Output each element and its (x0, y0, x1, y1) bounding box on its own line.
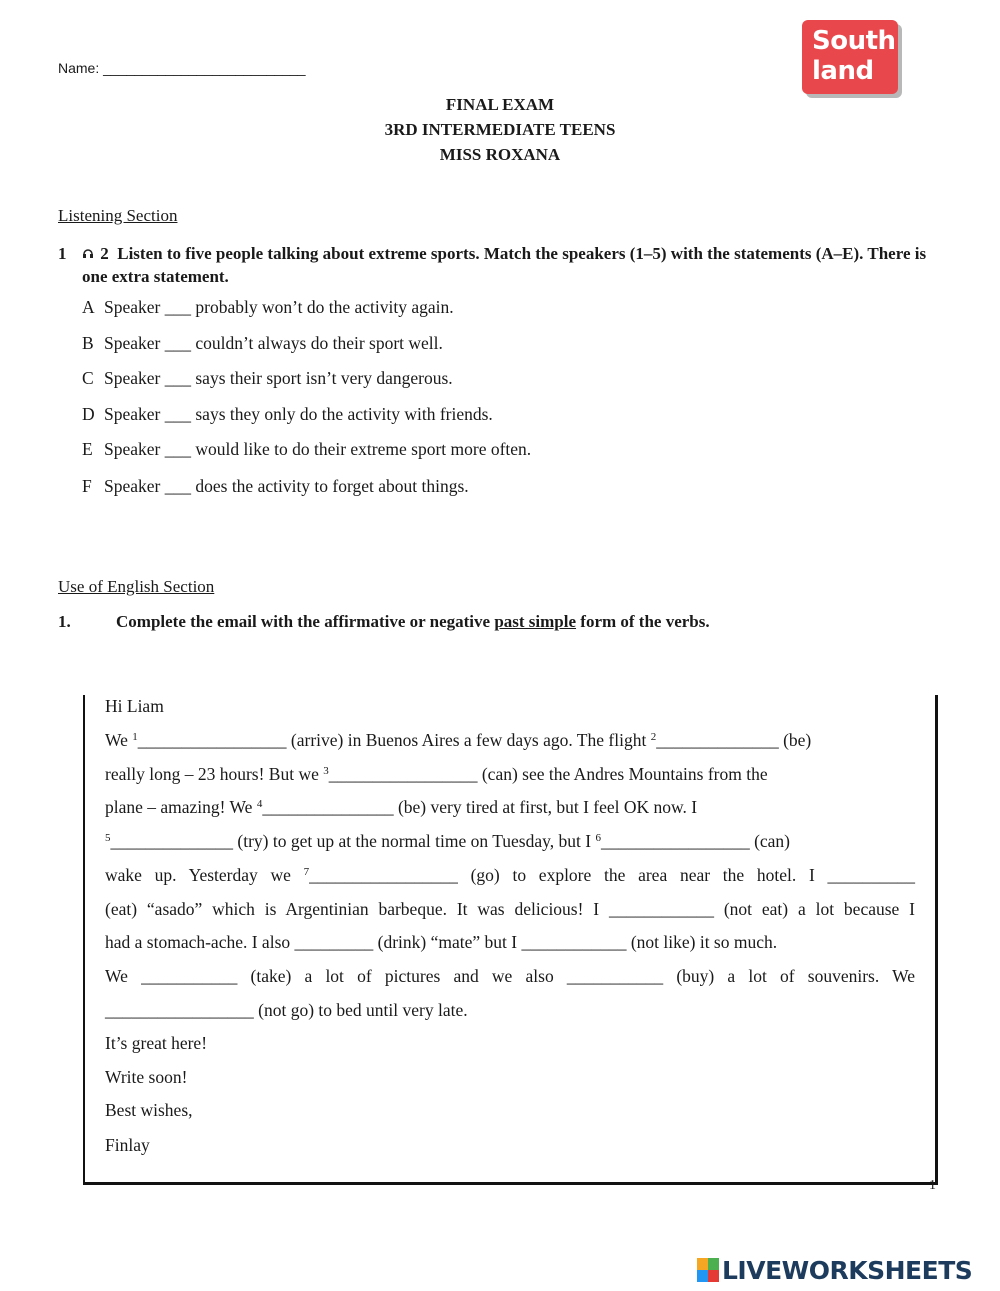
headphones-icon (82, 242, 96, 265)
email-text: _________________ (can) (600, 831, 791, 851)
email-text: _________________ (arrive) in Buenos Aires a few days ago. The flight (137, 730, 651, 750)
gap-number: 1 (132, 731, 138, 743)
email-line: Write soon! (105, 1067, 188, 1087)
email-text: _______________ (be) very tired at first, but I feel OK now. I (262, 797, 698, 817)
statement-text: Speaker ___ does the activity to forget about things. (104, 476, 469, 496)
name-label: Name: (58, 60, 104, 76)
exam-title: FINAL EXAM (445, 95, 555, 114)
statement-letter: F (82, 476, 92, 496)
statement-text: Speaker ___ says they only do the activity with friends. (104, 404, 493, 424)
email-text: ______________ (be) (656, 730, 812, 750)
email-line (105, 797, 697, 818)
statement-letter: C (82, 368, 94, 388)
gap-number: 7 (303, 866, 310, 878)
listening-instruction: Listen to five people talking about extreme sports. Match the speakers (1–5) with the statements (A–E). There is one extra statement. (82, 244, 927, 286)
instruction-part-2: form of the verbs. (576, 612, 710, 631)
email-line (105, 865, 915, 886)
page-number: 1 (929, 1178, 936, 1193)
logo-line-2: land (812, 56, 874, 86)
gap-number: 4 (256, 798, 263, 810)
email-text: wake up. Yesterday we (105, 865, 304, 885)
instruction-part-1: Complete the email with the affirmative or negative (116, 612, 495, 631)
statement-row (82, 439, 531, 460)
email-line: It’s great here! (105, 1033, 208, 1053)
gap-number: 2 (650, 731, 657, 743)
statement-letter: D (82, 404, 95, 424)
logo-line-1: South (812, 26, 896, 56)
liveworksheets-icon (697, 1258, 719, 1282)
email-text: _________________ (can) see the Andres Mountains from the (328, 764, 768, 784)
name-field (58, 60, 306, 76)
email-line: We ___________ (take) a lot of pictures and we also ___________ (buy) a lot of souvenirs. We (105, 966, 915, 986)
statement-row (82, 297, 454, 318)
gap-number: 3 (323, 765, 329, 777)
email-text: plane – amazing! We (105, 797, 257, 817)
email-line (105, 764, 768, 785)
statement-letter: A (82, 297, 95, 317)
name-blank[interactable]: __________________________ (103, 60, 306, 76)
email-text: really long – 23 hours! But we (105, 764, 324, 784)
email-greeting: Hi Liam (105, 696, 164, 716)
question-number: 1 (58, 244, 67, 263)
statement-text: Speaker ___ couldn’t always do their sport well. (104, 333, 443, 353)
gap-number: 5 (105, 832, 111, 844)
use-of-english-heading: Use of English Section (58, 577, 215, 596)
statement-text: Speaker ___ says their sport isn’t very dangerous. (104, 368, 453, 388)
gap-number: 6 (595, 832, 601, 844)
grammar-question (58, 612, 710, 632)
email-signature: Finlay (105, 1135, 150, 1155)
question-number: 1. (58, 612, 71, 631)
listening-question (58, 242, 938, 288)
email-line: _________________ (not go) to bed until very late. (105, 1000, 468, 1020)
statement-row (82, 404, 493, 425)
email-line (105, 831, 790, 852)
statement-text: Speaker ___ probably won’t do the activity again. (104, 297, 454, 317)
statement-row (82, 476, 469, 497)
instruction-underlined: past simple (494, 612, 577, 631)
email-line: (eat) “asado” which is Argentinian barbeque. It was delicious! I ____________ (not eat) a lot because I (105, 899, 915, 919)
exam-level: 3RD INTERMEDIATE TEENS (384, 120, 616, 139)
statement-letter: B (82, 333, 94, 353)
liveworksheets-brand: LIVEWORKSHEETS (722, 1255, 973, 1285)
statement-letter: E (82, 439, 93, 459)
email-text: We (105, 730, 133, 750)
liveworksheets-logo (697, 1255, 972, 1285)
statement-row (82, 368, 453, 389)
exam-teacher: MISS ROXANA (439, 145, 561, 164)
email-line (105, 730, 811, 751)
email-line: Best wishes, (105, 1100, 193, 1120)
statement-row (82, 333, 443, 354)
southland-logo (802, 20, 898, 94)
track-number: 2 (100, 244, 109, 263)
email-text: ______________ (try) to get up at the normal time on Tuesday, but I (110, 831, 596, 851)
statement-text: Speaker ___ would like to do their extreme sport more often. (104, 439, 532, 459)
email-line: had a stomach-ache. I also _________ (drink) “mate” but I ____________ (not like) it so much. (105, 932, 778, 952)
email-text: _________________ (go) to explore the area near the hotel. I __________ (309, 865, 915, 885)
listening-heading: Listening Section (58, 206, 178, 225)
